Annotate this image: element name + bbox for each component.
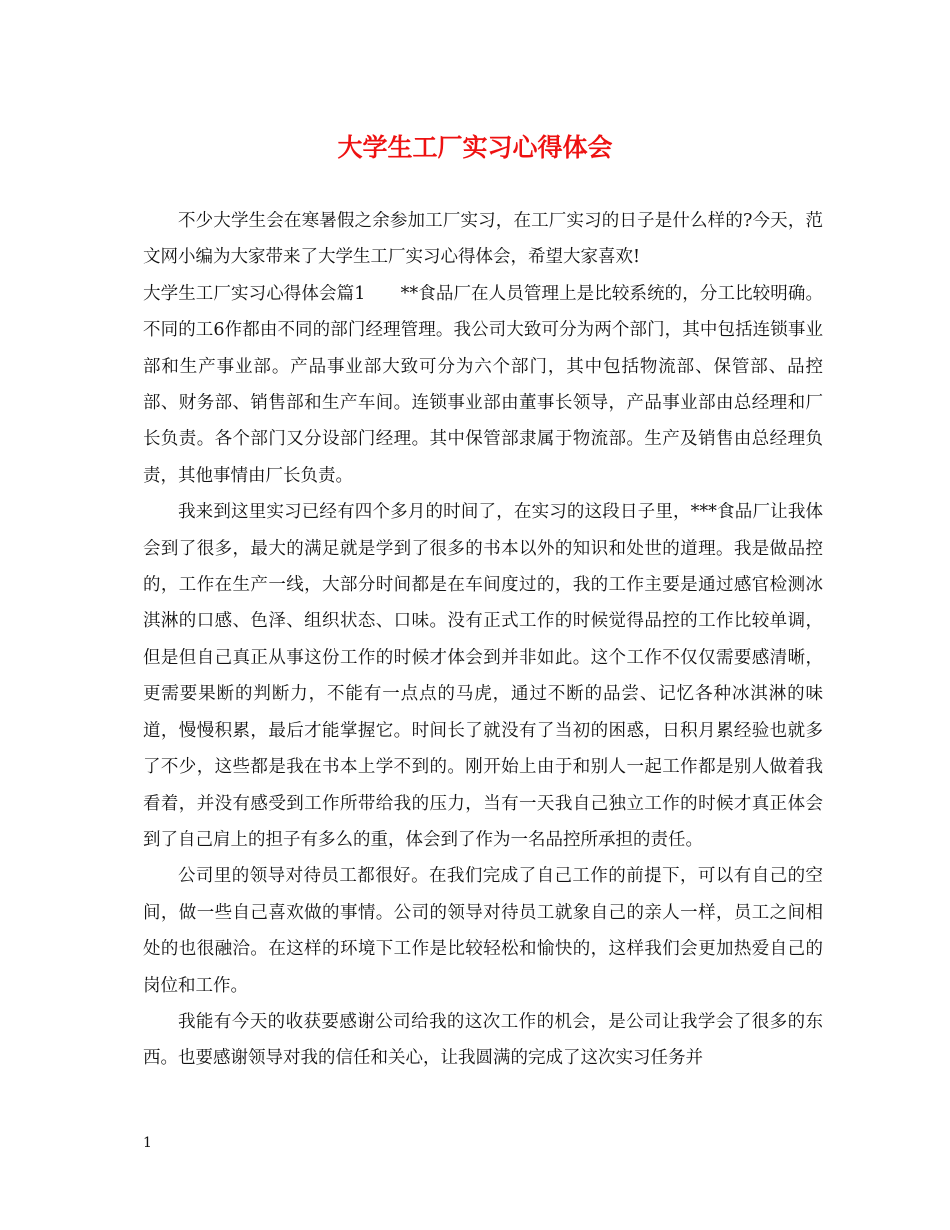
document-title: 大学生工厂实习心得体会 — [337, 133, 613, 162]
intro-paragraph: 不少大学生会在寒暑假之余参加工厂实习，在工厂实习的日子是什么样的?今天，范文网小编为大家带来了大学生工厂实习心得体会，希望大家喜欢! — [143, 211, 823, 268]
section-paragraph-1: 大学生工厂实习心得体会篇1 **食品厂在人员管理上是比较系统的，分工比较明确。不同的工6作都由不同的部门经理管理。我公司大致可分为两个部门，其中包括连锁事业部和生产事业部。产品事业部大致可分为六个部门，其中包括物流部、保管部、品控部、财务部、销售部和生产车间。连锁事业部由董事长领导，产品事业部由总经理和厂长负责。各个部门又分设部门经理。其中保管部隶属于物流部。生产及销售由总经理负责，其他事情由厂长负责。 — [143, 283, 823, 486]
section-paragraph-4: 我能有今天的收获要感谢公司给我的这次工作的机会，是公司让我学会了很多的东西。也要感谢领导对我的信任和关心，让我圆满的完成了这次实习任务并 — [143, 1011, 823, 1069]
page-number: 1 — [143, 1135, 152, 1151]
document-body — [143, 203, 823, 1077]
section-paragraph-2: 我来到这里实习已经有四个多月的时间了，在实习的这段日子里，***食品厂让我体会到了很多，最大的满足就是学到了很多的书本以外的知识和处世的道理。我是做品控的，工作在生产一线，大部分时间都是在车间度过的，我的工作主要是通过感官检测冰淇淋的口感、色泽、组织状态、口味。没有正式工作的时候觉得品控的工作比较单调，但是但自己真正从事这份工作的时候才体会到并非如此。这个工作不仅仅需要感清晰，更需要果断的判断力，不能有一点点的马虎，通过不断的品尝、记忆各种冰淇淋的味道，慢慢积累，最后才能掌握它。时间长了就没有了当初的困惑，日积月累经验也就多了不少，这些都是我在书本上学不到的。刚开始上由于和别人一起工作都是别人做着我看着，并没有感受到工作所带给我的压力，当有一天我自己独立工作的时候才真正体会到了自己肩上的担子有多么的重，体会到了作为一名品控所承担的责任。 — [143, 502, 823, 850]
section-paragraph-3: 公司里的领导对待员工都很好。在我们完成了自己工作的前提下，可以有自己的空间，做一些自己喜欢做的事情。公司的领导对待员工就象自己的亲人一样，员工之间相处的也很融洽。在这样的环境下工作是比较轻松和愉快的，这样我们会更加热爱自己的岗位和工作。 — [143, 866, 823, 996]
